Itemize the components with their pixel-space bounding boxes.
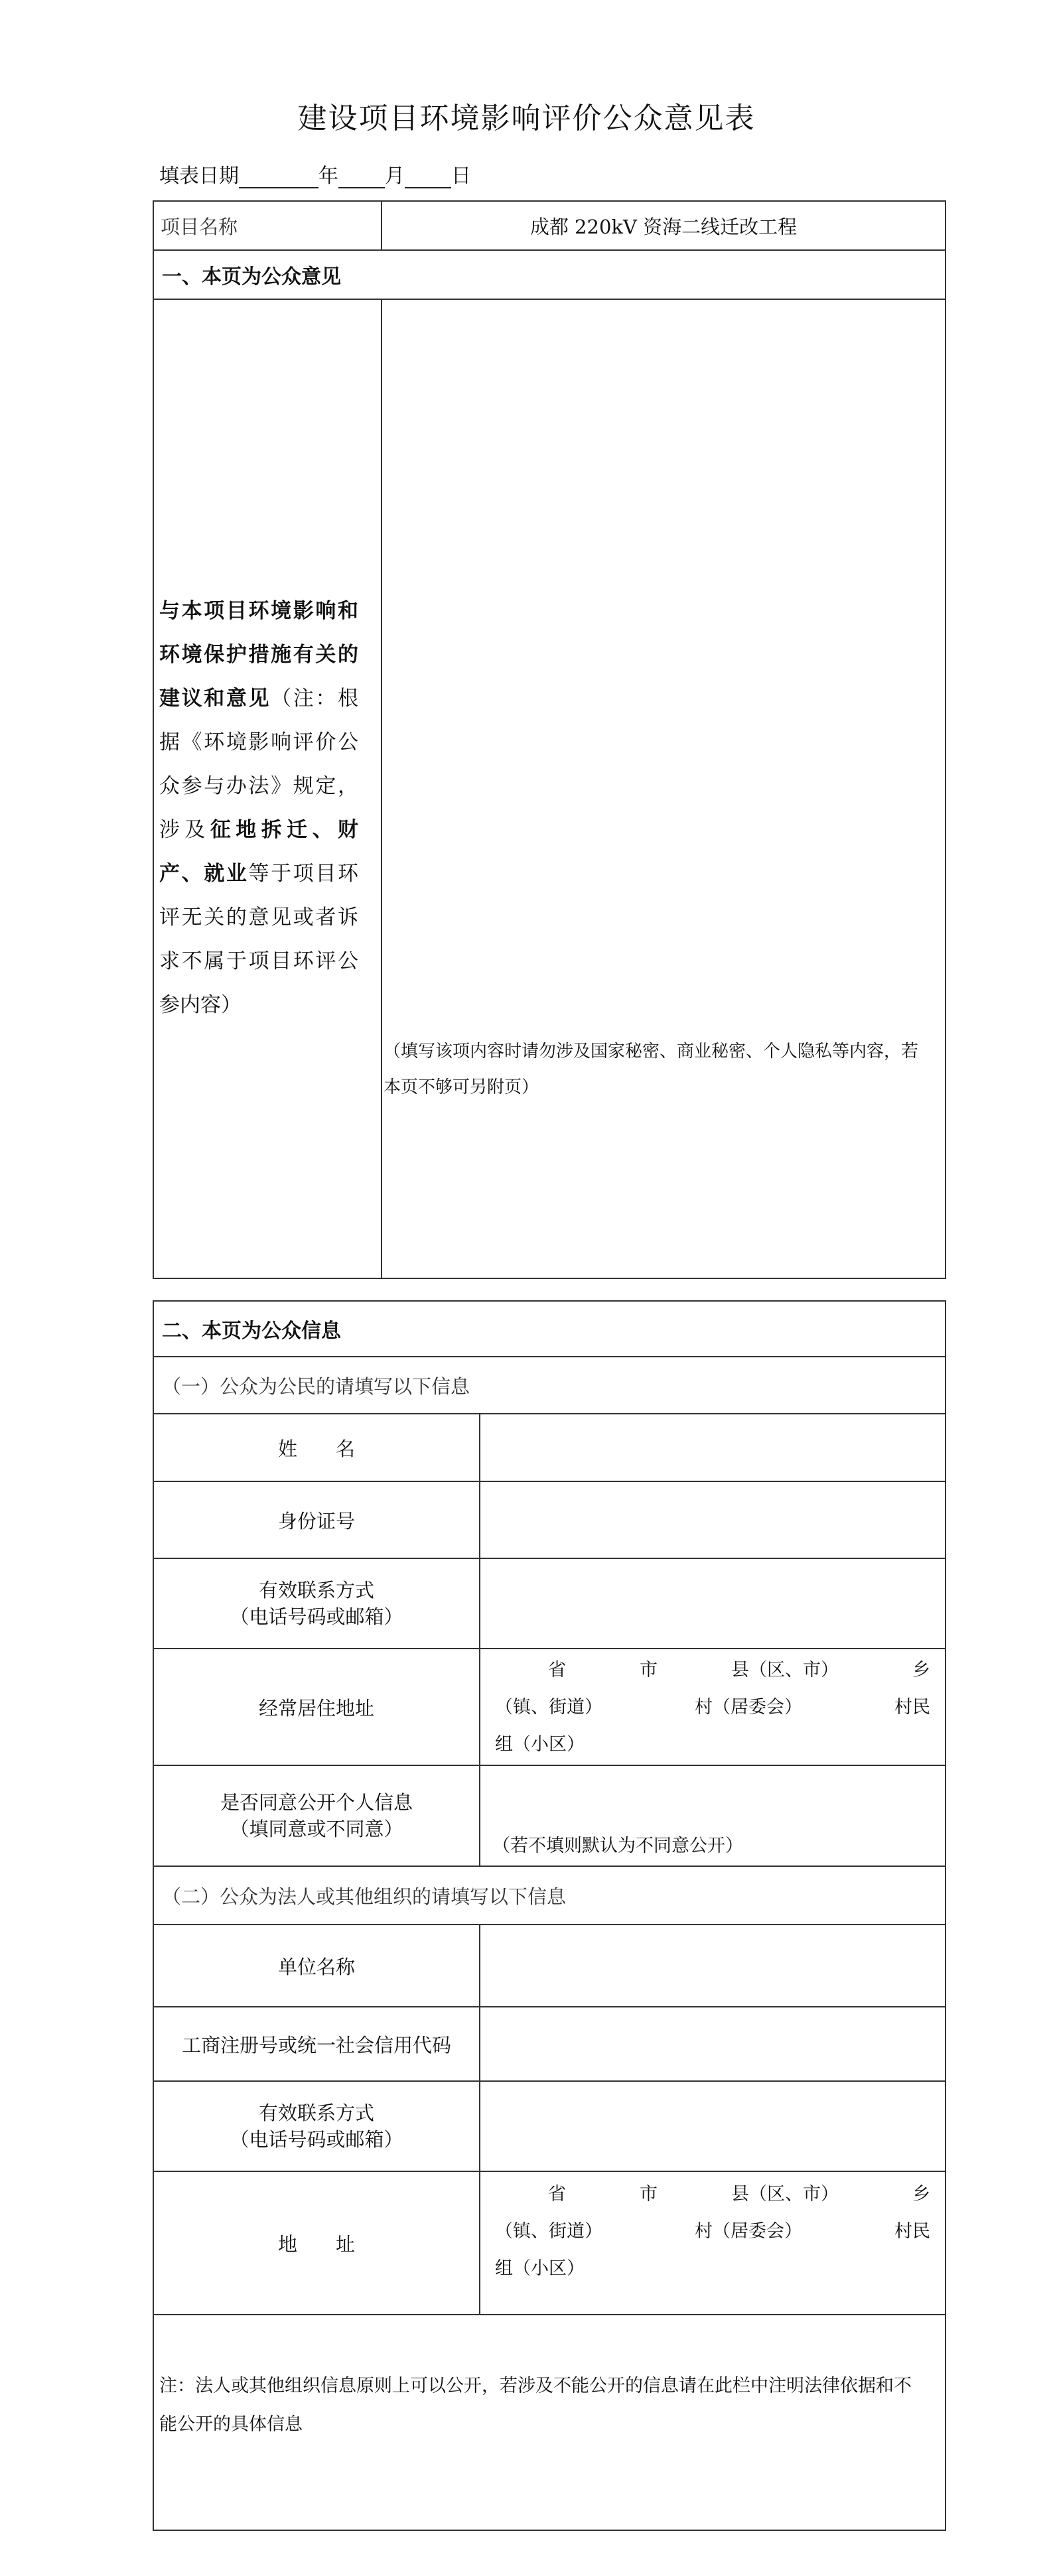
month-field[interactable] bbox=[338, 166, 385, 188]
citizen-heading: （一）公众为公民的请填写以下信息 bbox=[162, 1375, 470, 1398]
residence-label: 经常居住地址 bbox=[258, 1696, 374, 1720]
org-town-label: （镇、街道） bbox=[495, 2221, 602, 2242]
city-label: 市 bbox=[640, 1660, 658, 1680]
opinion-label-note2: 等于项目环评无关的意见或者诉求不属于项目环评公参内容） bbox=[159, 862, 358, 1017]
opinion-label-bold2: 征地拆迁、财产、就业 bbox=[159, 818, 359, 886]
id-number-label: 身份证号 bbox=[277, 1509, 355, 1532]
registration-label: 工商注册号或统一社会信用代码 bbox=[181, 2033, 451, 2057]
disclosure-footnote: 注：法人或其他组织信息原则上可以公开，若涉及不能公开的信息请在此栏中注明法律依据和不能公开的具体信息 bbox=[159, 2376, 912, 2435]
group-label: 组（小区） bbox=[495, 1734, 585, 1755]
consent-sub: （填同意或不同意） bbox=[230, 1818, 403, 1840]
residence-address-field[interactable] bbox=[495, 1652, 930, 1763]
township-label: 乡 bbox=[912, 1660, 930, 1680]
org-province-label: 省 bbox=[548, 2184, 566, 2204]
org-contact-input[interactable] bbox=[480, 2082, 945, 2171]
citizen-contact-input[interactable] bbox=[480, 1559, 945, 1648]
unit-name-input[interactable] bbox=[480, 1925, 945, 2006]
year-label: 年 bbox=[318, 165, 338, 188]
org-address-row1 bbox=[495, 2176, 930, 2213]
unit-name-label: 单位名称 bbox=[277, 1955, 355, 1978]
section2-heading: 二、本页为公众信息 bbox=[162, 1320, 341, 1343]
villager-label: 村民 bbox=[894, 1697, 930, 1718]
day-label: 日 bbox=[451, 165, 471, 188]
consent-default-note: （若不填则默认为不同意公开） bbox=[492, 1836, 743, 1856]
org-address-label: 地 址 bbox=[277, 2232, 355, 2256]
org-township-label: 乡 bbox=[912, 2184, 930, 2204]
opinion-label-note: （注：根据《环境影响评价公众参与办法》规定，涉及 bbox=[159, 687, 358, 842]
residence-row1 bbox=[495, 1652, 930, 1689]
citizen-contact-label bbox=[154, 1559, 479, 1648]
org-heading: （二）公众为法人或其他组织的请填写以下信息 bbox=[162, 1885, 567, 1908]
consent-title: 是否同意公开个人信息 bbox=[220, 1791, 413, 1814]
month-label: 月 bbox=[385, 165, 405, 188]
province-label: 省 bbox=[548, 1660, 566, 1680]
org-address-field[interactable] bbox=[495, 2176, 930, 2287]
town-label: （镇、街道） bbox=[495, 1697, 602, 1718]
public-info-table bbox=[153, 1300, 946, 2531]
consent-label bbox=[154, 1766, 479, 1865]
registration-input[interactable] bbox=[480, 2007, 945, 2080]
project-name-label: 项目名称 bbox=[161, 215, 238, 238]
opinion-label-bold: 与本项目环境影响和环境保护措施有关的建议和意见 bbox=[159, 599, 358, 711]
village-label: 村（居委会） bbox=[695, 1697, 802, 1718]
project-name-value: 成都 220kV 资海二线迁改工程 bbox=[529, 215, 798, 238]
county-label: 县（区、市） bbox=[731, 1660, 839, 1680]
org-group-label: 组（小区） bbox=[495, 2258, 585, 2279]
id-number-input[interactable] bbox=[480, 1482, 945, 1558]
org-contact-title: 有效联系方式 bbox=[258, 2102, 374, 2124]
org-villager-label: 村民 bbox=[894, 2221, 930, 2242]
name-label: 姓 名 bbox=[277, 1437, 355, 1460]
citizen-contact-title: 有效联系方式 bbox=[258, 1579, 374, 1601]
org-city-label: 市 bbox=[640, 2184, 658, 2204]
year-field[interactable] bbox=[239, 166, 318, 188]
citizen-contact-sub: （电话号码或邮箱） bbox=[230, 1605, 403, 1628]
org-village-label: 村（居委会） bbox=[695, 2221, 802, 2242]
org-address-row2 bbox=[495, 2213, 930, 2250]
org-contact-sub: （电话号码或邮箱） bbox=[230, 2128, 403, 2151]
fill-date-label: 填表日期 bbox=[159, 165, 239, 188]
residence-row2 bbox=[495, 1689, 930, 1726]
opinion-label bbox=[159, 589, 358, 1027]
opinion-note: （填写该项内容时请勿涉及国家秘密、商业秘密、个人隐私等内容，若本页不够可另附页） bbox=[384, 1042, 919, 1097]
org-county-label: 县（区、市） bbox=[731, 2184, 839, 2204]
org-contact-label bbox=[154, 2082, 479, 2171]
opinion-input-area[interactable] bbox=[382, 300, 945, 1278]
section1-heading: 一、本页为公众意见 bbox=[162, 265, 341, 289]
day-field[interactable] bbox=[405, 166, 451, 188]
name-input[interactable] bbox=[480, 1414, 945, 1481]
fill-date bbox=[159, 159, 471, 188]
form-title: 建设项目环境影响评价公众意见表 bbox=[297, 102, 756, 135]
consent-input[interactable] bbox=[480, 1766, 945, 1865]
